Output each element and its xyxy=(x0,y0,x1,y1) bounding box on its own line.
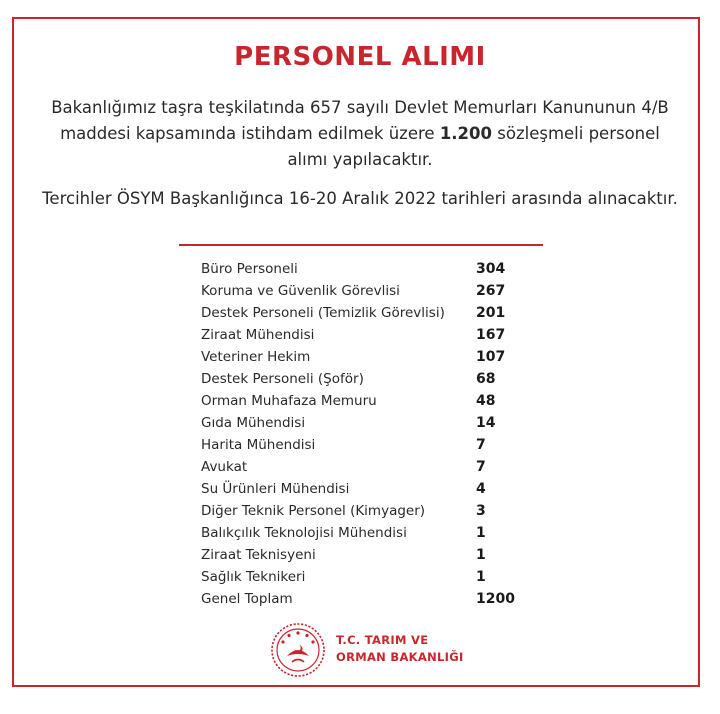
position-count: 1 xyxy=(476,525,486,541)
position-name: Harita Mühendisi xyxy=(201,437,316,453)
position-name: Balıkçılık Teknolojisi Mühendisi xyxy=(201,525,407,541)
position-row xyxy=(201,522,531,544)
position-name: Gıda Mühendisi xyxy=(201,415,306,431)
position-name: Ziraat Teknisyeni xyxy=(201,547,316,563)
ministry-emblem-icon xyxy=(270,622,326,678)
position-name: Genel Toplam xyxy=(201,591,293,607)
intro-paragraph xyxy=(40,95,680,173)
position-row xyxy=(201,368,531,390)
position-row xyxy=(201,456,531,478)
position-name: Sağlık Teknikeri xyxy=(201,569,306,585)
position-name: Avukat xyxy=(201,459,248,475)
position-count: 267 xyxy=(476,283,506,299)
position-row xyxy=(201,500,531,522)
position-count: 48 xyxy=(476,393,496,409)
position-row xyxy=(201,544,531,566)
intro-highlight-count: 1.200 xyxy=(439,124,493,143)
position-count: 1 xyxy=(476,569,486,585)
position-row xyxy=(201,324,531,346)
position-row xyxy=(201,434,531,456)
position-row xyxy=(201,302,531,324)
position-count: 3 xyxy=(476,503,486,519)
section-divider xyxy=(179,244,543,246)
position-count: 68 xyxy=(476,371,496,387)
position-count: 167 xyxy=(476,327,506,343)
position-count: 4 xyxy=(476,481,486,497)
position-row xyxy=(201,390,531,412)
position-name: Koruma ve Güvenlik Görevlisi xyxy=(201,283,400,299)
position-count: 1 xyxy=(476,547,486,563)
position-name: Orman Muhafaza Memuru xyxy=(201,393,377,409)
position-count: 201 xyxy=(476,305,506,321)
position-count: 1200 xyxy=(476,591,515,607)
position-row xyxy=(201,566,531,588)
position-count: 304 xyxy=(476,261,506,277)
position-name: Ziraat Mühendisi xyxy=(201,327,315,343)
position-name: Su Ürünleri Mühendisi xyxy=(201,481,350,497)
position-row xyxy=(201,280,531,302)
position-name: Destek Personeli (Şoför) xyxy=(201,371,364,387)
intro-text-before: Bakanlığımız taşra teşkilatında 657 sayılı Devlet Memurları Kanununun 4/B maddesi kapsamında istihdam edilmek üzere xyxy=(51,98,669,143)
ministry-name-line1: T.C. TARIM VE xyxy=(336,633,429,647)
position-name: Büro Personeli xyxy=(201,261,298,277)
position-count: 107 xyxy=(476,349,506,365)
preferences-paragraph: Tercihler ÖSYM Başkanlığınca 16-20 Aralık 2022 tarihleri arasında alınacaktır. xyxy=(42,189,678,208)
ministry-name xyxy=(336,632,464,666)
position-row xyxy=(201,258,531,280)
position-name: Diğer Teknik Personel (Kimyager) xyxy=(201,503,426,519)
position-name: Veteriner Hekim xyxy=(201,349,311,365)
position-row xyxy=(201,412,531,434)
position-name: Destek Personeli (Temizlik Görevlisi) xyxy=(201,305,445,321)
position-count: 7 xyxy=(476,459,486,475)
ministry-name-line2: ORMAN BAKANLIĞI xyxy=(336,650,464,664)
page-title: PERSONEL ALIMI xyxy=(234,42,486,72)
position-count: 14 xyxy=(476,415,496,431)
position-row xyxy=(201,346,531,368)
position-row xyxy=(201,478,531,500)
intro-text-after: sözleşmeli personel alımı yapılacaktır. xyxy=(287,124,660,169)
positions-table xyxy=(201,258,531,610)
position-count: 7 xyxy=(476,437,486,453)
position-row xyxy=(201,588,531,610)
